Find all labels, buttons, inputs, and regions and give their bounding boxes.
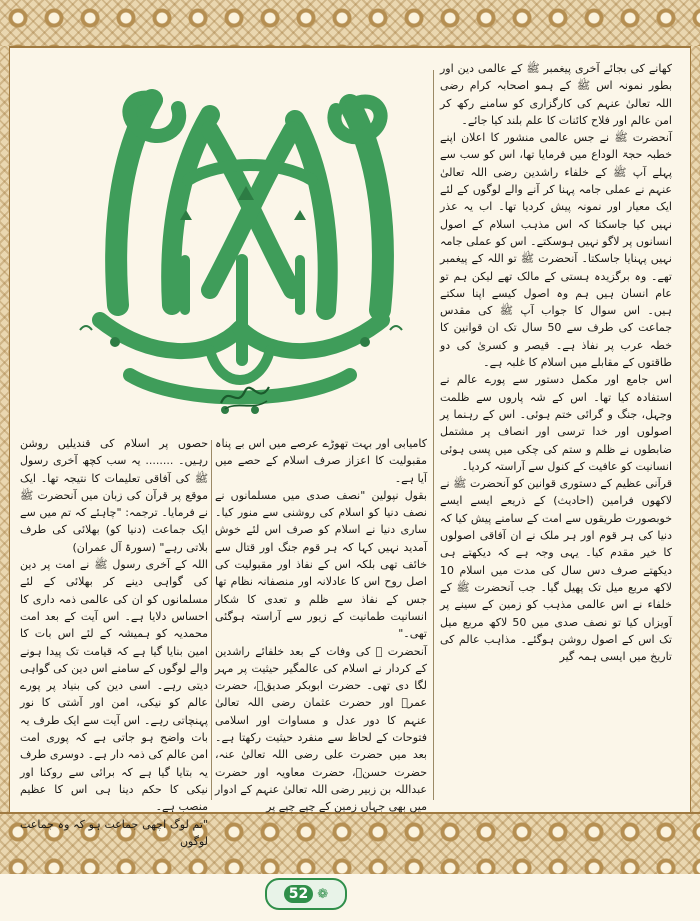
paragraph: اس جامع اور مکمل دستور سے پورے عالم نے استفادہ کیا تھا۔ اس کے شہ پاروں سے ظلمت وجہل، جنگ و گرائی ختم ہوئی۔ اس کے رہنما پر اصولوں اور خدا ترسی اور انصاف پر مشتمل ضابطوں نے ظلم و ستم کی چکی میں پسی ہوئی انسانیت کو عافیت کے کنول سے آراستہ کردیا۔ [440, 373, 672, 473]
paragraph: حصوں پر اسلام کی قندیلیں روشن رہیں۔ ........ یہ سب کچھ آخری رسول ﷺ کی آفاقی تعلیمات کا نتیجہ تھا۔ ایک موقع پر قرآن کی زبان میں آنحضرت ﷺ نے فرمایا۔ ترجمہ: "چاہئے کہ تم میں سے ایک جماعت (دنیا کو) بھلائی کی طرف بلاتی رہے" (سورۃ آل عمران) [20, 437, 208, 554]
artist-signature [215, 375, 275, 415]
paragraph: اللہ کے آخری رسول ﷺ نے امت پر دین کی گواہی دینے کر بھلائی کے لئے مسلمانوں کو ان کی عالمی ذمہ داری کا احساس دلایا ہے۔ اس آیت کے بعد امت محمدیہ کو ہمیشہ کے لئے اس بات کا امین بنایا گیا ہے کہ قیامت تک پیدا ہونے والے لوگوں کے سامنے اس دین کی گواہی دیتی رہے۔ اسی دین کی بنیاد پر پورے عالم کو نیکی، امن اور آشتی کا نور پہنچاتی رہے۔ اس آیت سے ایک طرف یہ بات واضح ہو جاتی ہے کہ پوری امت امن عالم کی ذمہ دار ہے۔ دوسری طرف یہ بتایا گیا ہے کہ برائی سے روکنا اور نیکی کا حکم دینا ہی اس کا عظیم منصب ہے۔ [20, 558, 208, 814]
paragraph: کھانے کی بجائے آخری پیغمبر ﷺ کے عالمی دین اور بطور نمونہ اس ﷺ کے ہمو اصحابہ کرام رضی اللہ تعالیٰ عنہم کی کارگزاری کو سامنے رکھ کر امن عالم اور فلاح کائنات کا علم بلند کیا جائے۔ [440, 62, 672, 127]
article-column-middle [215, 435, 427, 814]
paragraph: بقول نپولین "نصف صدی میں مسلمانوں نے نصف دنیا کو اسلام کی روشنی سے منور کیا۔ ساری دنیا نے اسلام کو صرف اس لئے خوش آمدید نہیں کہا کہ ہر قوم جنگ اور قتال سے خائف تھی بلکہ اس کے نفاذ اور مقبولیت کی اصل روح اس کا عادلانہ اور منصفانہ نظام تھا جس کے نفاذ سے ظلم و تعدی کا شکار انسانیت طمانیت کے زیور سے آراستہ ہوگئی تھی۔" [215, 488, 427, 641]
ornamental-border-right [690, 46, 700, 812]
paragraph: کامیابی اور بہت تھوڑے عرصے میں اس بے پناہ مقبولیت کا اعزاز صرف اسلام کے حصے میں آیا ہے۔ [215, 437, 427, 485]
page-number: 52 [284, 885, 313, 903]
magazine-logo-icon: ❁ [317, 886, 329, 902]
column-divider [433, 70, 434, 800]
footer-band [0, 874, 700, 921]
ornamental-border-top [0, 0, 700, 48]
article-column-right [440, 60, 672, 805]
article-column-left [20, 435, 208, 848]
paragraph: قرآنی عظیم کے دستوری قوانین کو آنحضرت ﷺ نے لاکھوں فرامین (احادیث) کے ذریعے ایسے ایسے خوبصورت طریقوں سے امت کے سامنے پیش کیا کہ دنیا کی ہر قوم اور ہر ملک نے ان آفاقی اصولوں کا خیر مقدم کیا۔ یہی وجہ ہے کہ دیکھتے ہی دیکھتے صرف دس سال کی مدت میں اسلام 10 لاکھ مربع میل تک پھیل گیا۔ جب آنحضرت ﷺ کے خلفاء نے اس عالمی مذہب کو زمین کے سینے پر آویزاں کیا تو نصف صدی میں 50 لاکھ مربع میل تک اس کے اصول روشن ہوگئے۔ مذاہب عالم کی تاریخ میں ایسی ہمہ گیر [440, 477, 672, 664]
page-number-badge [265, 878, 347, 910]
paragraph: آنحضرت ﷺ کی وفات کے بعد خلفائے راشدین کے کردار نے اسلام کی عالمگیر حیثیت پر مہر لگا دی تھی۔ حضرت ابوبکر صدیقؓ، حضرت عمرؓ اور حضرت عثمان رضی اللہ تعالیٰ عنہم کا دور عدل و مساوات اور اسلامی فتوحات کے لحاظ سے منفرد حیثیت رکھتا ہے۔ بعد میں حضرت علی رضی اللہ تعالیٰ عنہ، حضرت حسنؓ، حضرت معاویہ اور حضرت عبداللہ بن زبیر رضی اللہ تعالیٰ عنہم کے ادوار میں بھی جہاں زمین کے چپے چپے پر [215, 644, 427, 814]
paragraph: "تم لوگ اچھی جماعت ہو کہ وہ جماعت لوگوں [20, 817, 208, 848]
column-divider [211, 440, 212, 800]
ornamental-border-left [0, 46, 10, 812]
paragraph: آنحضرت ﷺ نے جس عالمی منشور کا اعلان اپنے خطبہ حجۃ الوداع میں فرمایا تھا، اس کو سب سے پہلے آپ ﷺ کے خلفاء راشدین رضی اللہ تعالیٰ عنہم نے عملی جامہ پہنا کر آنے والے لوگوں کے لئے ایک معیار اور نمونہ پیش کردیا تھا۔ اب یہ عذر نہیں کیا جاسکتا کہ اس مذہب اسلام کے اصول انسانوں پر لاگو نہیں ہوسکتے۔ اس کو عملی جامہ نہیں پہنایا جاسکتا۔ آنحضرت ﷺ تو اللہ کے پیغمبر تھے۔ وہ برگزیدہ ہستی کے مالک تھے لیکن ہم تو عام انسان ہیں ہم وہ اصول کیسے اپنا سکتے ہیں۔ اس سوال کا جواب آپ ﷺ کی مقدس جماعت کی طرف سے 50 سال تک ان قوانین کا خطہ عرب پر نفاذ ہے۔ قیصر و کسریٰ کی دو طاقتوں کے مقابلے میں اسلام کا غلبہ ہے۔ [440, 131, 672, 370]
